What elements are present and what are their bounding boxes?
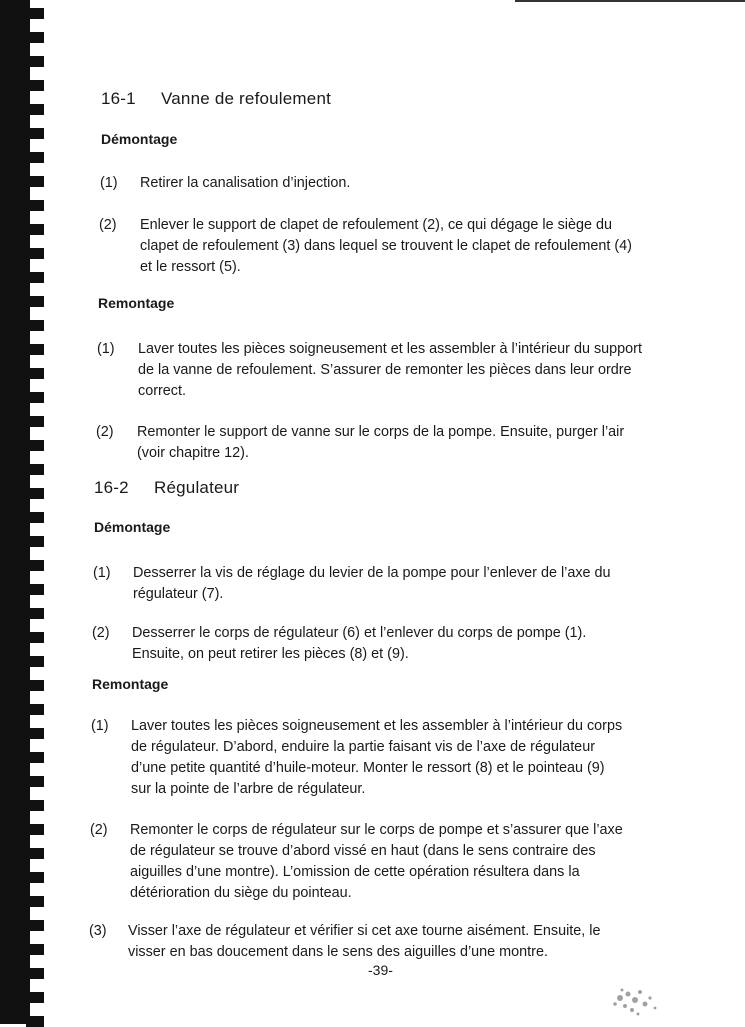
binding-tooth (26, 224, 44, 235)
item-text-line: et le ressort (5). (140, 259, 241, 275)
subheading-demontage: Démontage (94, 519, 171, 535)
binding-tooth (26, 776, 44, 787)
item-text-line: Desserrer le corps de régulateur (6) et l’enlever du corps de pompe (1). (132, 625, 587, 641)
item-text-line: régulateur (7). (133, 586, 224, 602)
top-edge-line (515, 0, 745, 2)
binding-tooth (26, 536, 44, 547)
item-text-line: Enlever le support de clapet de refoulement (2), ce qui dégage le siège du (140, 217, 612, 233)
section-number: 16-2 (94, 478, 129, 497)
item-number: (2) (90, 822, 108, 838)
binding-tooth (26, 272, 44, 283)
binding-tooth (26, 440, 44, 451)
binding-tooth (26, 200, 44, 211)
binding-tooth (26, 80, 44, 91)
item-text-line: Ensuite, on peut retirer les pièces (8) et (9). (132, 646, 409, 662)
binding-tooth (26, 632, 44, 643)
binding-tooth (26, 656, 44, 667)
binding-tooth (26, 32, 44, 43)
item-text: Retirer la canalisation d’injection. (140, 175, 351, 191)
binding-tooth (26, 1016, 44, 1027)
binding-tooth (26, 152, 44, 163)
section-number: 16-1 (101, 89, 136, 108)
item-text-line: de régulateur se trouve d’abord vissé en haut (dans le sens contraire des (130, 843, 596, 859)
section-title: Vanne de refoulement (161, 89, 332, 108)
binding-tooth (26, 320, 44, 331)
binding-tooth (26, 680, 44, 691)
item-number: (3) (89, 923, 107, 939)
item-number: (2) (99, 217, 117, 233)
binding-tooth (26, 176, 44, 187)
binding-tooth (26, 608, 44, 619)
binding-tooth (26, 704, 44, 715)
binding-tooth (26, 488, 44, 499)
item-number: (2) (96, 424, 114, 440)
section-heading-16-1 (101, 89, 331, 109)
item-text-line: Laver toutes les pièces soigneusement et les assembler à l’intérieur du support (138, 341, 642, 357)
binding-tooth (26, 56, 44, 67)
item-text-line: de la vanne de refoulement. S’assurer de remonter les pièces dans leur ordre (138, 362, 632, 378)
binding-tooth (26, 512, 44, 523)
binding-tooth (26, 992, 44, 1003)
binding-tooth (26, 944, 44, 955)
binding-tooth (26, 800, 44, 811)
item-text-line: aiguilles d’une montre). L’omission de cette opération résultera dans la (130, 864, 580, 880)
binding-tooth (26, 896, 44, 907)
item-text-line: sur la pointe de l’arbre de régulateur. (131, 781, 366, 797)
binding-tooth (26, 392, 44, 403)
ink-smudge (600, 974, 670, 1020)
subheading-remontage: Remontage (98, 295, 175, 311)
binding-tooth (26, 464, 44, 475)
item-number: (1) (91, 718, 109, 734)
binding-tooth (26, 968, 44, 979)
binding-tooth (26, 248, 44, 259)
binding-tooth (26, 920, 44, 931)
page-number: -39- (368, 962, 393, 978)
binding-tooth (26, 128, 44, 139)
binding-tooth (26, 728, 44, 739)
binding-tooth (26, 368, 44, 379)
subheading-remontage: Remontage (92, 676, 169, 692)
item-text-line: correct. (138, 383, 186, 399)
spiral-binding (0, 0, 44, 1024)
item-text-line: visser en bas doucement dans le sens des aiguilles d’une montre. (128, 944, 548, 960)
binding-tooth (26, 104, 44, 115)
binding-tooth (26, 824, 44, 835)
item-text-line: Remonter le corps de régulateur sur le corps de pompe et s’assurer que l’axe (130, 822, 623, 838)
subheading-demontage: Démontage (101, 131, 178, 147)
binding-tooth (26, 344, 44, 355)
section-title: Régulateur (154, 478, 240, 497)
binding-tooth (26, 872, 44, 883)
item-text-line: d’une petite quantité d’huile-moteur. Monter le ressort (8) et le pointeau (9) (131, 760, 605, 776)
item-text-line: (voir chapitre 12). (137, 445, 249, 461)
section-heading-16-2 (94, 478, 239, 498)
binding-tooth (26, 416, 44, 427)
item-text-line: Laver toutes les pièces soigneusement et les assembler à l’intérieur du corps (131, 718, 623, 734)
item-number: (1) (93, 565, 111, 581)
binding-tooth (26, 752, 44, 763)
binding-tooth (26, 560, 44, 571)
binding-tooth (26, 848, 44, 859)
binding-tooth (26, 8, 44, 19)
item-text-line: détérioration du siège du pointeau. (130, 885, 352, 901)
item-text-line: Desserrer la vis de réglage du levier de la pompe pour l’enlever de l’axe du (133, 565, 611, 581)
item-text-line: Remonter le support de vanne sur le corps de la pompe. Ensuite, purger l’air (137, 424, 625, 440)
item-number: (1) (97, 341, 115, 357)
binding-tooth (26, 584, 44, 595)
item-number: (2) (92, 625, 110, 641)
item-text-line: de régulateur. D’abord, enduire la partie faisant vis de l’axe de régulateur (131, 739, 595, 755)
binding-tooth (26, 296, 44, 307)
item-text-line: Visser l’axe de régulateur et vérifier si cet axe tourne aisément. Ensuite, le (128, 923, 601, 939)
item-text-line: clapet de refoulement (3) dans lequel se trouvent le clapet de refoulement (4) (140, 238, 632, 254)
item-number: (1) (100, 175, 118, 191)
